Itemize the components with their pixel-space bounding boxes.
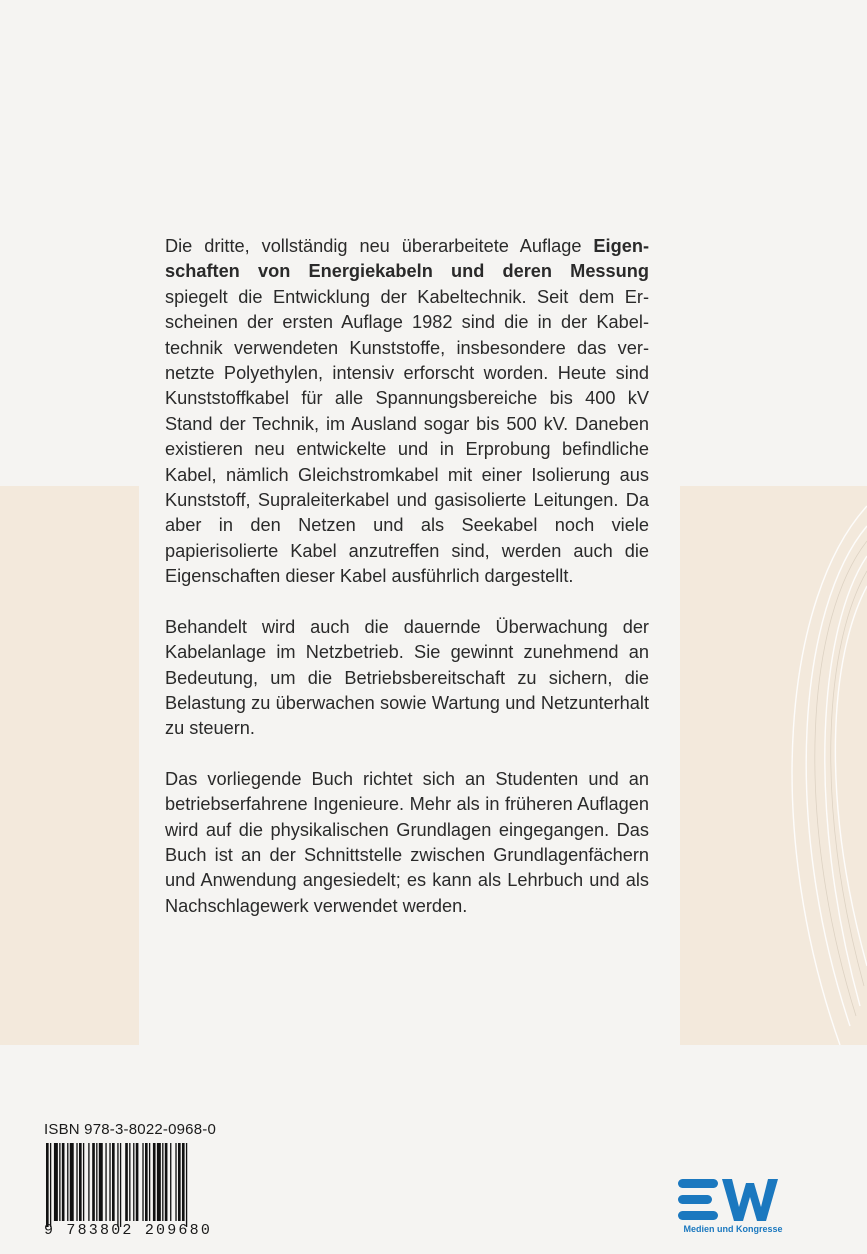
cable-arcs-graphic	[680, 486, 867, 1045]
decorative-band-right	[680, 486, 867, 1045]
barcode-bar	[105, 1143, 106, 1221]
barcode-bar	[46, 1143, 49, 1227]
barcode-bar	[92, 1143, 95, 1221]
decorative-band-left	[0, 486, 139, 1045]
barcode-bar	[76, 1143, 77, 1221]
barcode-bar	[136, 1143, 139, 1221]
barcode-bar	[186, 1143, 187, 1227]
paragraph-1-intro: Die dritte, vollständig neu überarbeitete Auflage	[165, 236, 594, 256]
isbn-barcode	[44, 1143, 230, 1227]
paragraph-3: Das vorliegende Buch richtet sich an Studenten und an betriebserfahrene Ingenieure. Mehr als in früheren Auflagen wird auf die physikalischen Grundlagen eingegangen. Das Buch ist an der Schnittstelle zwischen Grundlagenfächern und Anwendung angesiedelt; es kann als Lehrbuch und als Nachschlagewerk verwendet werden.	[165, 768, 649, 916]
barcode-bar	[142, 1143, 143, 1221]
barcode-bar	[88, 1143, 89, 1221]
barcode-bar	[162, 1143, 163, 1221]
barcode-bar	[117, 1143, 118, 1227]
barcode-bar	[112, 1143, 115, 1221]
barcode-bar	[120, 1143, 121, 1227]
back-cover-description	[165, 234, 649, 944]
barcode-bar	[178, 1143, 181, 1221]
barcode-bar	[59, 1143, 60, 1221]
barcode-bar	[70, 1143, 74, 1221]
barcode-bar	[133, 1143, 134, 1221]
book-title: Eigenschaften von Energiekabeln und deren Messung	[165, 236, 649, 282]
barcode-bar	[62, 1143, 65, 1221]
barcode-bar	[109, 1143, 110, 1221]
publisher-subtitle: Medien und Kongresse	[683, 1224, 783, 1234]
paragraph-1	[165, 234, 649, 590]
barcode-bar	[79, 1143, 82, 1221]
barcode-bar	[165, 1143, 168, 1221]
barcode-bar	[157, 1143, 161, 1221]
barcode-bar	[99, 1143, 103, 1221]
paragraph-1-body: spiegelt die Entwicklung der Kabeltechnik. Seit dem Erscheinen der ersten Auflage 1982 sind die in der Kabeltechnik verwendeten Kunststoffe, insbesondere das vernetzte Polyethylen, intensiv erforscht worden. Heute sind Kunststoffkabel für alle Spannungsbereiche bis 400 kV Stand der Technik, im Ausland sogar bis 500 kV. Daneben existieren neu entwickelte und in Erprobung befindliche Kabel, nämlich Gleichstromkabel mit einer Isolierung aus Kunststoff, Supraleiterkabel und gasisolierte Leitungen. Da aber in den Netzen und als Seekabel noch viele papierisolierte Kabel anzutreffen sind, werden auch die Eigenschaften dieser Kabel ausführlich dargestellt.	[165, 286, 649, 587]
barcode-bar	[67, 1143, 68, 1221]
barcode-bar	[125, 1143, 128, 1221]
barcode-bar	[149, 1143, 150, 1221]
barcode-bar	[153, 1143, 156, 1221]
barcode-bar	[96, 1143, 97, 1221]
barcode-bar	[50, 1143, 51, 1227]
isbn-label: ISBN 978-3-8022-0968-0	[44, 1121, 217, 1138]
barcode-bar	[129, 1143, 130, 1221]
barcode-bar	[175, 1143, 176, 1221]
paragraph-2: Behandelt wird auch die dauernde Überwachung der Kabelanlage im Netzbetrieb. Sie gewinnt zunehmend an Bedeutung, um die Betriebsbereitschaft zu sichern, die Belastung zu überwachen sowie Wartung und Netzunterhalt zu steuern.	[165, 616, 649, 739]
barcode-digits: 9 783802 209680	[44, 1222, 213, 1239]
barcode-bar	[54, 1143, 58, 1221]
barcode-bar	[83, 1143, 84, 1221]
barcode-bar	[182, 1143, 185, 1221]
barcode-bar	[170, 1143, 171, 1221]
barcode-bar	[145, 1143, 148, 1221]
